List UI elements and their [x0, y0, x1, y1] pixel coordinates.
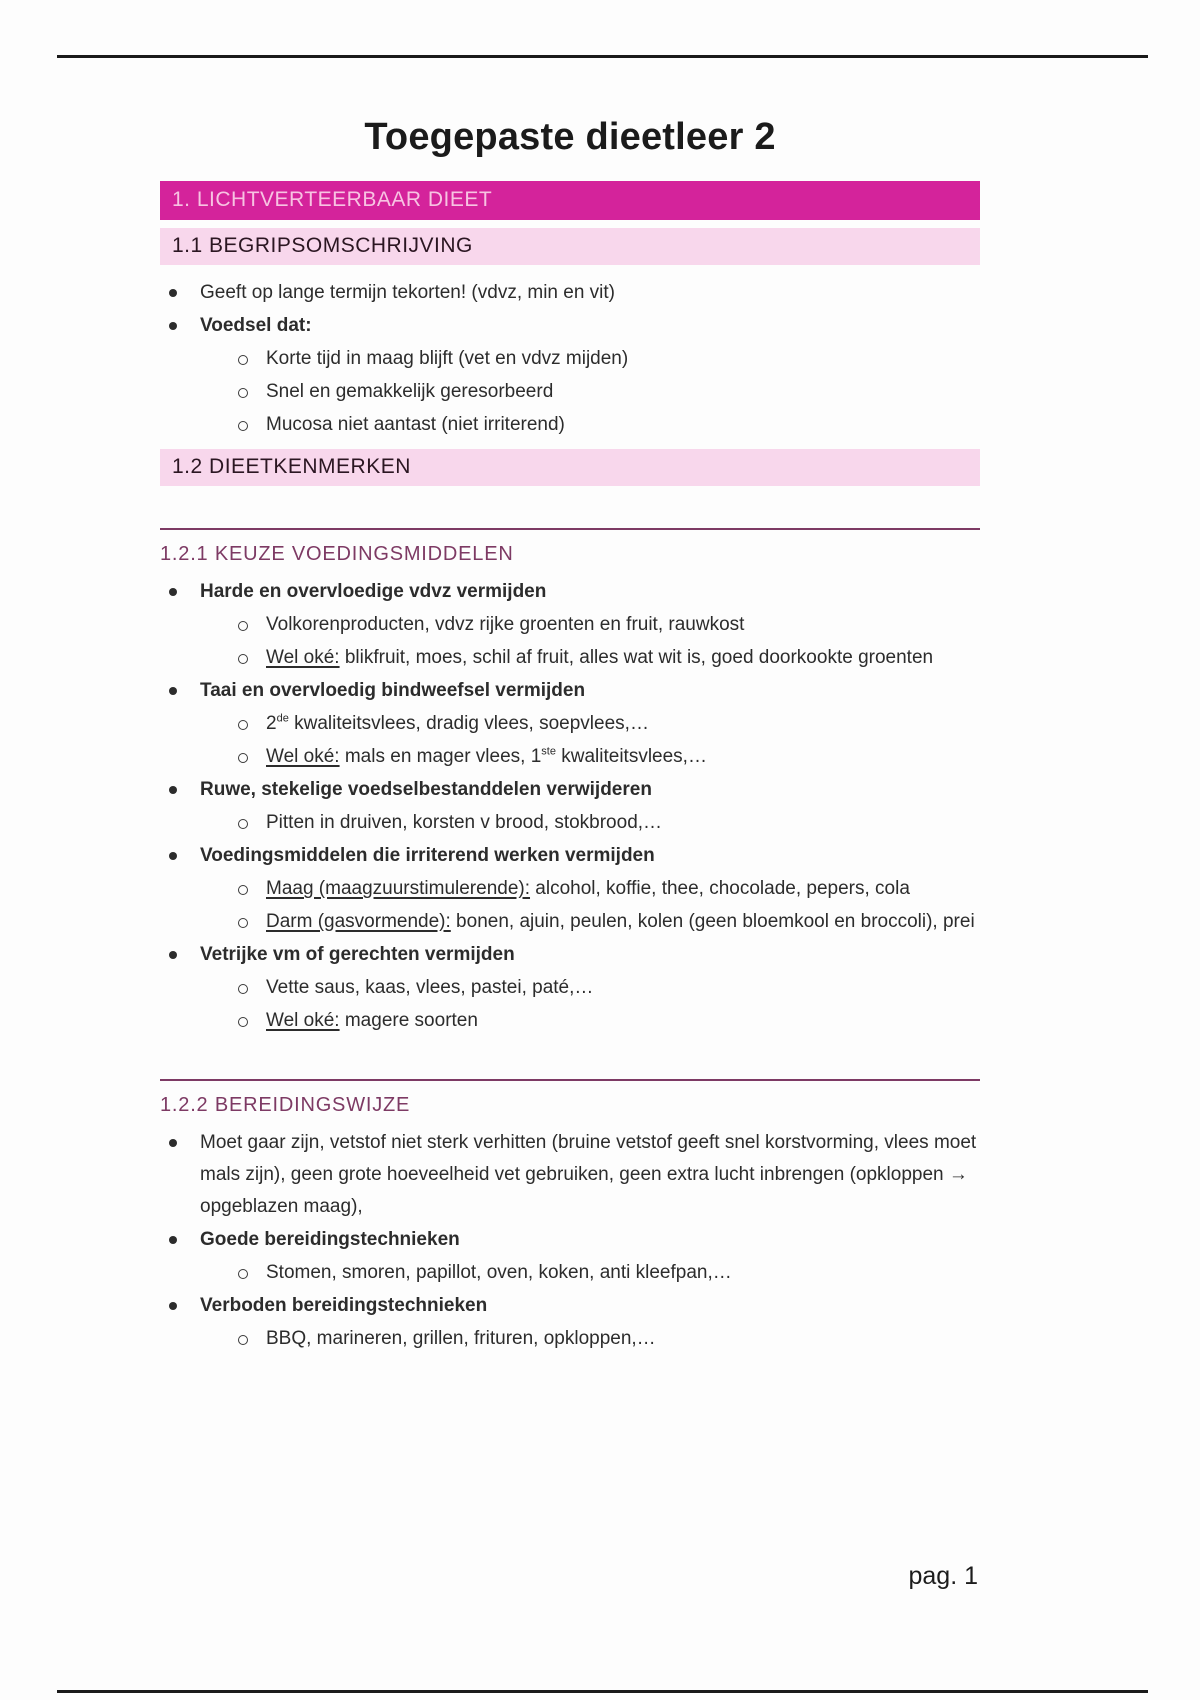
text-run: mals en mager vlees, 1: [339, 746, 542, 767]
text-run: alcohol, koffie, thee, chocolade, pepers, cola: [530, 878, 910, 899]
list-item-text: [200, 1229, 460, 1250]
list-item-text: [200, 845, 655, 866]
text-run: kwaliteitsvlees, dradig vlees, soepvlees,…: [288, 713, 649, 734]
superscript-text: ste: [541, 745, 556, 758]
list-item: [160, 642, 980, 674]
sections-container: [160, 181, 980, 1355]
underlined-text: Maag (maagzuurstimulerende):: [266, 878, 531, 899]
bullet-icon: [169, 1139, 177, 1147]
list-item: [160, 939, 980, 971]
list-item-text: [266, 812, 662, 833]
list-item: [160, 277, 980, 309]
text-run: Verboden bereidingstechnieken: [200, 1295, 488, 1316]
text-run: blikfruit, moes, schil af fruit, alles wat wit is, goed doorkookte groenten: [339, 647, 934, 668]
bullet-icon: [169, 786, 177, 794]
circle-bullet-icon: [238, 918, 248, 928]
list-item: [160, 807, 980, 839]
list-item-text: [266, 348, 628, 369]
text-run: Geeft op lange termijn tekorten! (vdvz, min en vit): [200, 282, 616, 303]
list-item-text: [266, 713, 649, 734]
bullet-icon: [169, 852, 177, 860]
section-heading-banner: 1. LICHTVERTEERBAAR DIEET: [160, 181, 980, 220]
text-run: Harde en overvloedige vdvz vermijden: [200, 581, 547, 602]
text-run: Stomen, smoren, papillot, oven, koken, anti kleefpan,…: [266, 1262, 732, 1283]
text-run: bonen, ajuin, peulen, kolen (geen bloemkool en broccoli), prei: [450, 911, 975, 932]
subsection-heading-banner: 1.2 DIEETKENMERKEN: [160, 449, 980, 486]
list-item-text: [200, 581, 546, 602]
text-run: opgeblazen maag),: [200, 1196, 363, 1217]
footer-rule: [57, 1690, 1148, 1693]
list-item-text: [266, 614, 744, 635]
bullet-icon: [169, 322, 177, 330]
text-run: Korte tijd in maag blijft (vet en vdvz mijden): [266, 348, 629, 369]
list-item-text: [266, 911, 975, 932]
list-item: [160, 1127, 980, 1223]
list-item-text: [266, 414, 565, 435]
text-run: Mucosa niet aantast (niet irriterend): [266, 414, 565, 435]
list-item-text: [200, 680, 585, 701]
subsubsection-heading: [160, 1079, 980, 1117]
list-item: [160, 873, 980, 905]
bullet-icon: [169, 588, 177, 596]
list-item: [160, 310, 980, 342]
text-run: Snel en gemakkelijk geresorbeerd: [266, 381, 554, 402]
list-item-text: [200, 1132, 976, 1217]
circle-bullet-icon: [238, 1335, 248, 1345]
list-item-text: [266, 1010, 478, 1031]
text-run: Ruwe, stekelige voedselbestanddelen verwijderen: [200, 779, 652, 800]
underlined-text: Wel oké:: [266, 647, 340, 668]
list-item-text: [266, 381, 553, 402]
text-run: Pitten in druiven, korsten v brood, stokbrood,…: [266, 812, 663, 833]
circle-bullet-icon: [238, 1017, 248, 1027]
list-item: [160, 1323, 980, 1355]
document-content: [160, 116, 980, 1363]
list-item: [160, 576, 980, 608]
circle-bullet-icon: [238, 753, 248, 763]
list-item: [160, 675, 980, 707]
text-run: Taai en overvloedig bindweefsel vermijden: [200, 680, 586, 701]
circle-bullet-icon: [238, 720, 248, 730]
list-item: [160, 1257, 980, 1289]
list-item-text: [266, 977, 593, 998]
list-item: [160, 774, 980, 806]
circle-bullet-icon: [238, 885, 248, 895]
list-item-text: [266, 746, 707, 767]
text-run: kwaliteitsvlees,…: [555, 746, 707, 767]
subsubsection-heading-text: 1.2.1 KEUZE VOEDINGSMIDDELEN: [160, 543, 514, 565]
circle-bullet-icon: [238, 388, 248, 398]
text-run: Moet gaar zijn, vetstof niet sterk verhitten (bruine vetstof geeft snel korstvorming, vlees moet mals zijn), geen grote hoeveelheid vet gebruiken, geen extra lucht inbrengen (opkloppen: [200, 1132, 977, 1185]
list-item: [160, 409, 980, 441]
circle-bullet-icon: [238, 819, 248, 829]
text-run: magere soorten: [339, 1010, 478, 1031]
list-item: [160, 376, 980, 408]
text-run: Vetrijke vm of gerechten vermijden: [200, 944, 515, 965]
text-run: Voedsel dat:: [200, 315, 312, 336]
list-item: [160, 1224, 980, 1256]
circle-bullet-icon: [238, 621, 248, 631]
list-item-text: [266, 647, 933, 668]
page-number: pag. 1: [908, 1562, 978, 1590]
text-run: Goede bereidingstechnieken: [200, 1229, 460, 1250]
list-item: [160, 972, 980, 1004]
subsubsection-heading: [160, 528, 980, 566]
section-divider-line: [160, 528, 980, 530]
underlined-text: Wel oké:: [266, 746, 340, 767]
list-item-text: [266, 878, 910, 899]
subsection-heading-banner: 1.1 BEGRIPSOMSCHRIJVING: [160, 228, 980, 265]
section-divider-line: [160, 1079, 980, 1081]
list-item: [160, 1290, 980, 1322]
circle-bullet-icon: [238, 1269, 248, 1279]
superscript-text: de: [276, 712, 289, 725]
list-item-text: [200, 315, 312, 336]
list-item: [160, 906, 980, 938]
list-item: [160, 741, 980, 773]
list-item: [160, 343, 980, 375]
underlined-text: Darm (gasvormende):: [266, 911, 451, 932]
circle-bullet-icon: [238, 984, 248, 994]
arrow-glyph: →: [948, 1164, 968, 1185]
text-run: Vette saus, kaas, vlees, pastei, paté,…: [266, 977, 594, 998]
text-run: Volkorenproducten, vdvz rijke groenten en fruit, rauwkost: [266, 614, 745, 635]
bullet-list: [160, 1127, 980, 1355]
list-item: [160, 840, 980, 872]
bullet-icon: [169, 951, 177, 959]
bullet-icon: [169, 687, 177, 695]
subsubsection-heading-text: 1.2.2 BEREIDINGSWIJZE: [160, 1094, 411, 1116]
list-item-text: [200, 779, 652, 800]
bullet-list: [160, 277, 980, 441]
page-title: Toegepaste dieetleer 2: [364, 116, 776, 158]
bullet-icon: [169, 1302, 177, 1310]
circle-bullet-icon: [238, 355, 248, 365]
list-item-text: [266, 1262, 732, 1283]
header-rule: [57, 55, 1148, 58]
bullet-icon: [169, 289, 177, 297]
text-run: BBQ, marineren, grillen, frituren, opkloppen,…: [266, 1328, 656, 1349]
bullet-list: [160, 576, 980, 1037]
list-item: [160, 708, 980, 740]
list-item: [160, 1005, 980, 1037]
text-run: 2: [266, 713, 277, 734]
circle-bullet-icon: [238, 654, 248, 664]
list-item-text: [200, 1295, 487, 1316]
list-item-text: [200, 282, 615, 303]
bullet-icon: [169, 1236, 177, 1244]
list-item: [160, 609, 980, 641]
list-item-text: [200, 944, 515, 965]
underlined-text: Wel oké:: [266, 1010, 340, 1031]
circle-bullet-icon: [238, 421, 248, 431]
list-item-text: [266, 1328, 656, 1349]
text-run: Voedingsmiddelen die irriterend werken vermijden: [200, 845, 655, 866]
